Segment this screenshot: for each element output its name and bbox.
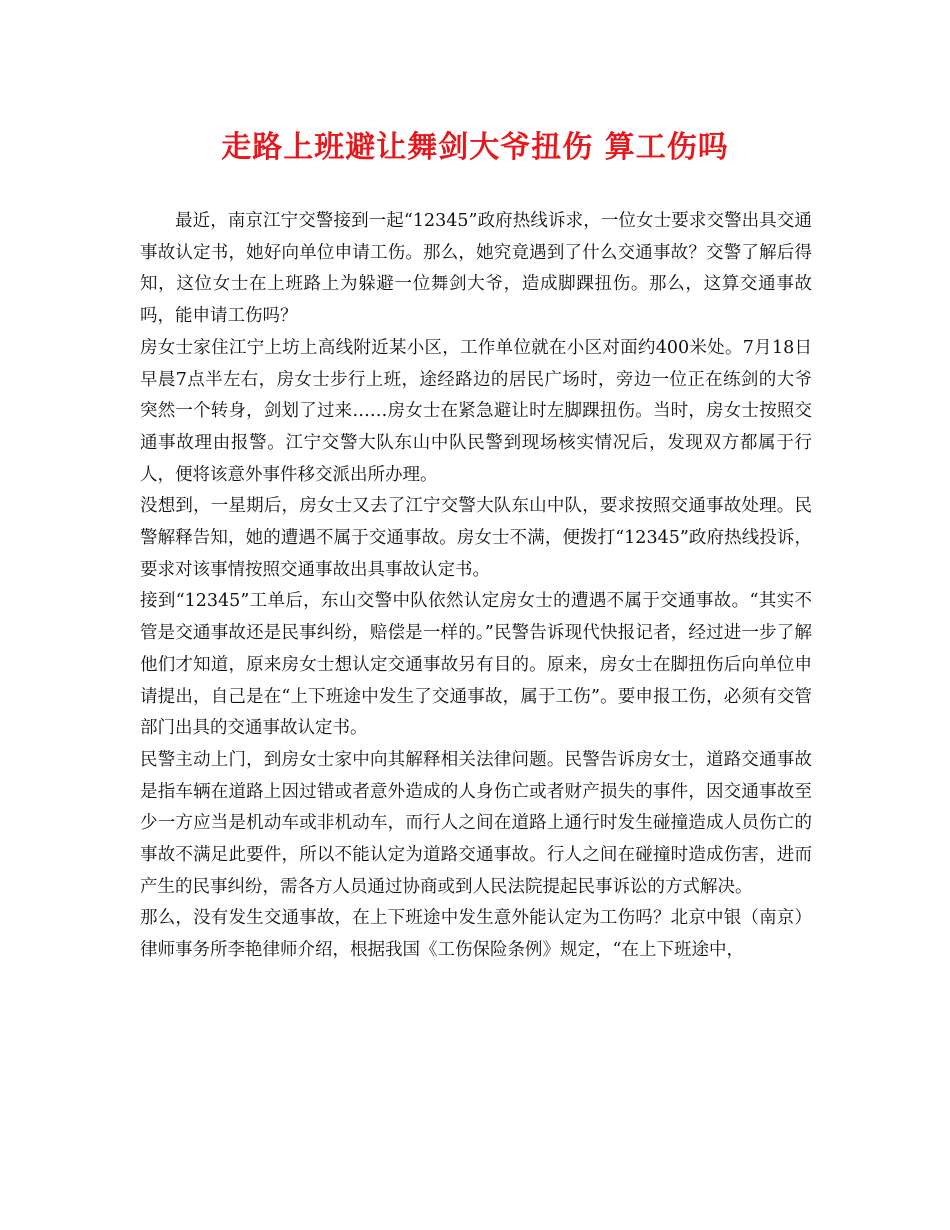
paragraph-explanation: 民警主动上门，到房女士家中向其解释相关法律问题。民警告诉房女士，道路交通事故是指车辆在道路上因过错或者意外造成的人身伤亡或者财产损失的事件，因交通事故至少一方应当是机动车或非机动车，而行人之间在道路上通行时发生碰撞造成人员伤亡的事故不满足此要件，所以不能认定为道路交通事故。行人之间在碰撞时造成伤害，进而产生的民事纠纷，需各方人员通过协商或到人民法院提起民事诉讼的方式解决。 xyxy=(140,749,812,897)
paragraph-intro: 最近，南京江宁交警接到一起“12345”政府热线诉求，一位女士要求交警出具交通事故认定书，她好向单位申请工伤。那么，她究竟遇到了什么交通事故？交警了解后得知，这位女士在上班路上为躲避一位舞剑大爷，造成脚踝扭伤。那么，这算交通事故吗，能申请工伤吗？ xyxy=(140,211,812,327)
paragraph-lawyer: 那么，没有发生交通事故，在上下班途中发生意外能认定为工伤吗？北京中银（南京）律师事务所李艳律师介绍，根据我国《工伤保险条例》规定，“在上下班途中， xyxy=(140,908,812,961)
paragraph-incident: 房女士家住江宁上坊上高线附近某小区，工作单位就在小区对面约400米处。7月18日早晨7点半左右，房女士步行上班，途经路边的居民广场时，旁边一位正在练剑的大爷突然一个转身，剑划了过来……房女士在紧急避让时左脚踝扭伤。当时，房女士按照交通事故理由报警。江宁交警大队东山中队民警到现场核实情况后，发现双方都属于行人，便将该意外事件移交派出所办理。 xyxy=(140,337,812,485)
paragraph-motive: 接到“12345”工单后，东山交警中队依然认定房女士的遭遇不属于交通事故。“其实不管是交通事故还是民事纠纷，赔偿是一样的。”民警告诉现代快报记者，经过进一步了解他们才知道，原来房女士想认定交通事故另有目的。原来，房女士在脚扭伤后向单位申请提出，自己是在“上下班途中发生了交通事故，属于工伤”。要申报工伤，必须有交管部门出具的交通事故认定书。 xyxy=(140,591,812,739)
article-title: 走路上班避让舞剑大爷扭伤 算工伤吗 xyxy=(221,130,729,165)
article-body xyxy=(140,206,812,967)
paragraph-complaint: 没想到，一星期后，房女士又去了江宁交警大队东山中队，要求按照交通事故处理。民警解释告知，她的遭遇不属于交通事故。房女士不满，便拨打“12345”政府热线投诉，要求对该事情按照交通事故出具事故认定书。 xyxy=(140,496,812,580)
